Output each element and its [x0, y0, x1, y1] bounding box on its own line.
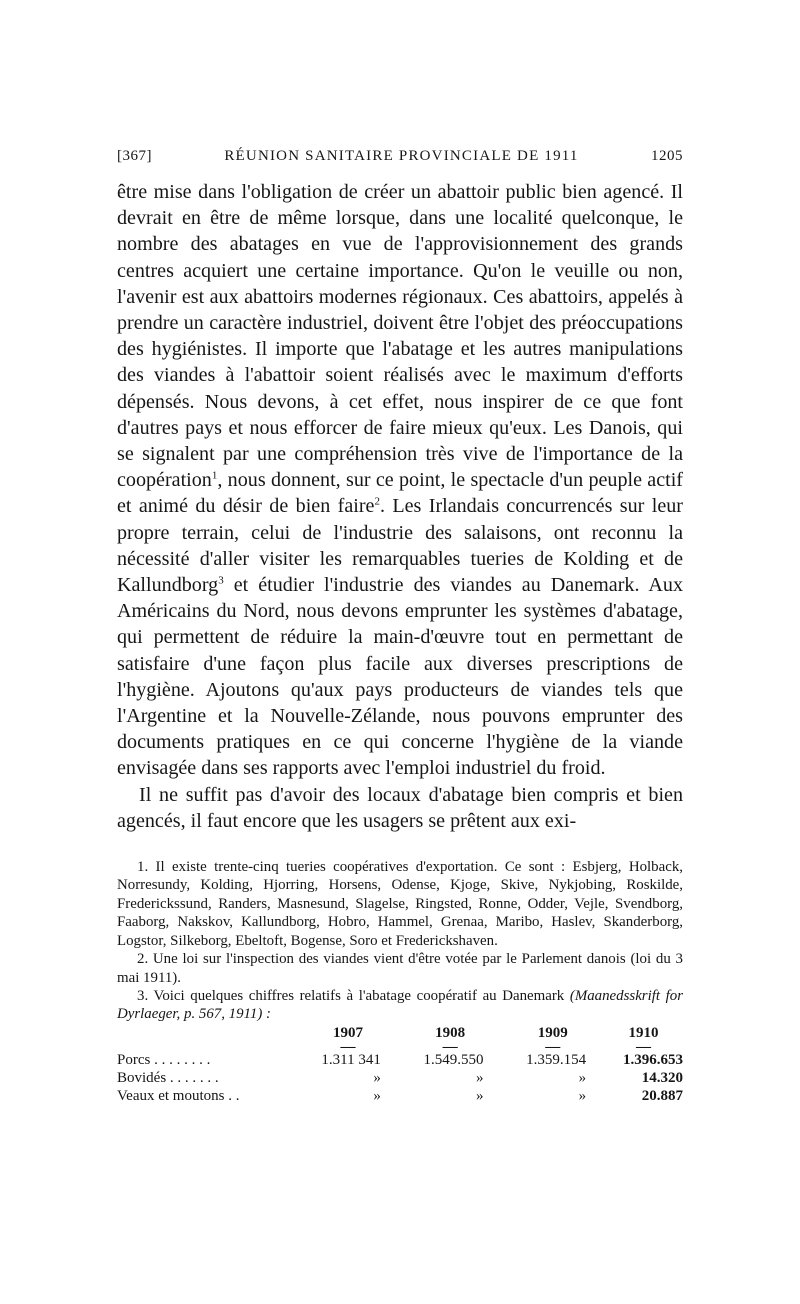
year-header: [399, 1024, 502, 1055]
paragraph-1-part-b: , nous donnent, sur ce point, le spectacle d'un peuple actif et animé du désir de bien faire: [117, 469, 683, 518]
table-cell: 1.311 341: [321, 1052, 381, 1069]
table-cell: »: [578, 1088, 587, 1105]
header-bracket-number: [367]: [117, 148, 152, 164]
table-cell: »: [475, 1070, 484, 1087]
footnote-2: 2. Une loi sur l'inspection des viandes vient d'être votée par le Parlement danois (loi du 3 mai 1911).: [117, 951, 683, 986]
header-dash: —: [340, 1038, 356, 1055]
table-cell: »: [373, 1088, 381, 1105]
header-dash: —: [442, 1038, 458, 1055]
year-header: [297, 1024, 399, 1055]
footnotes: [117, 858, 683, 1024]
table-cell: »: [373, 1070, 381, 1087]
table-cell: 1.396.653: [623, 1052, 683, 1069]
footnote-ref-3: 3: [218, 574, 224, 587]
row-label: Bovidés . . . . . . .: [117, 1070, 219, 1087]
table-header-row: [117, 1025, 683, 1052]
header-dash: —: [545, 1038, 561, 1055]
paragraph-1-part-c: . Les Irlandais concurrencés sur leur propre terrain, celui de l'industrie des salaisons, ont reconnu la nécessité d'aller visiter les remarquables tueries de Kolding et de Kallundborg: [117, 495, 683, 597]
footnote-ref-2: 2: [374, 495, 380, 508]
header-dash: —: [636, 1038, 652, 1055]
running-header: [117, 148, 683, 165]
row-label: Porcs . . . . . . . .: [117, 1052, 211, 1069]
header-title: RÉUNION SANITAIRE PROVINCIALE DE 1911: [224, 148, 579, 164]
year-label: 1908: [435, 1024, 466, 1041]
footnote-3-source: (Maanedsskrift for Dyrlaeger, p. 567, 1911) :: [117, 987, 683, 1023]
year-header: [604, 1024, 683, 1055]
table-header-blank: [117, 1025, 297, 1052]
year-label: 1909: [537, 1024, 568, 1041]
table-cell: 1.359.154: [526, 1052, 587, 1069]
year-label: 1910: [628, 1024, 659, 1041]
footnote-3-text: 3. Voici quelques chiffres relatifs à l'abatage coopératif au Danemark: [137, 987, 565, 1004]
table-cell: »: [475, 1088, 484, 1105]
paragraph-1-part-d: et étudier l'industrie des viandes au Danemark. Aux Américains du Nord, nous devons emprunter les systèmes d'abatage, qui permettent de réduire la main-d'œuvre tout en permettant de satisfaire d'une façon plus facile aux diverses prescriptions de l'hygiène. Ajoutons qu'aux pays producteurs de viandes tels que l'Argentine et la Nouvelle-Zélande, nous pouvons emprunter des documents pratiques en ce qui concerne l'hygiène de la viande envisagée dans ses rapports avec l'emploi industriel du froid.: [117, 574, 683, 780]
table-row: [117, 1088, 683, 1106]
table-cell: 20.887: [641, 1088, 683, 1105]
table-cell: 1.549.550: [423, 1052, 484, 1069]
table-cell: »: [578, 1070, 587, 1087]
row-label: Veaux et moutons . .: [117, 1088, 240, 1105]
footnote-ref-1: 1: [211, 469, 218, 482]
table-cell: 14.320: [641, 1070, 683, 1087]
footnote-1: 1. Il existe trente-cinq tueries coopératives d'exportation. Ce sont : Esbjerg, Holback, Norresundy, Kolding, Hjorring, Horsens, Odense, Kjoge, Skive, Nykjobing, Roskilde, Frederickssund, Randers, Masnesund, Slagelse, Ringsted, Ronne, Odder, Vejle, Svendborg, Faaborg, Nakskov, Kallundborg, Hobro, Hammel, Grenaa, Maribo, Haslev, Skanderborg, Logstor, Silkeborg, Ebeltoft, Bogense, Soro et Frederickshaven.: [117, 859, 683, 949]
paragraph-1-part-a: être mise dans l'obligation de créer un abattoir public bien agencé. Il devrait en être de même lorsque, dans une localité quelconque, le nombre des abatages en vue de l'approvisionnement des grands centres acquiert une certaine importance. Qu'on le veuille ou non, l'avenir est aux abattoirs modernes régionaux. Ces abattoirs, appelés à prendre un caractère industriel, doivent être l'objet des préoccupations des hygiénistes. Il importe que l'abatage et les autres manipulations des viandes à l'abattoir soient réalisés avec le maximum d'efforts dépensés. Nous devons, à cet effet, nous inspirer de ce que font d'autres pays et nous efforcer de faire mieux qu'eux. Les Danois, qui se signalent par une compréhension très vive de l'importance de la coopération: [117, 181, 683, 492]
page-number: 1205: [650, 148, 683, 164]
page: [117, 148, 683, 1106]
table-row: [117, 1070, 683, 1088]
year-label: 1907: [332, 1024, 363, 1041]
table-row: [117, 1052, 683, 1070]
slaughter-statistics-table: [117, 1025, 683, 1106]
body-text: [117, 179, 683, 834]
paragraph-2: Il ne suffit pas d'avoir des locaux d'abatage bien compris et bien agencés, il faut encore que les usagers se prêtent aux exi-: [117, 783, 683, 832]
paragraph-1: [117, 179, 683, 782]
year-header: [501, 1024, 604, 1055]
footnote-3: [117, 987, 683, 1024]
